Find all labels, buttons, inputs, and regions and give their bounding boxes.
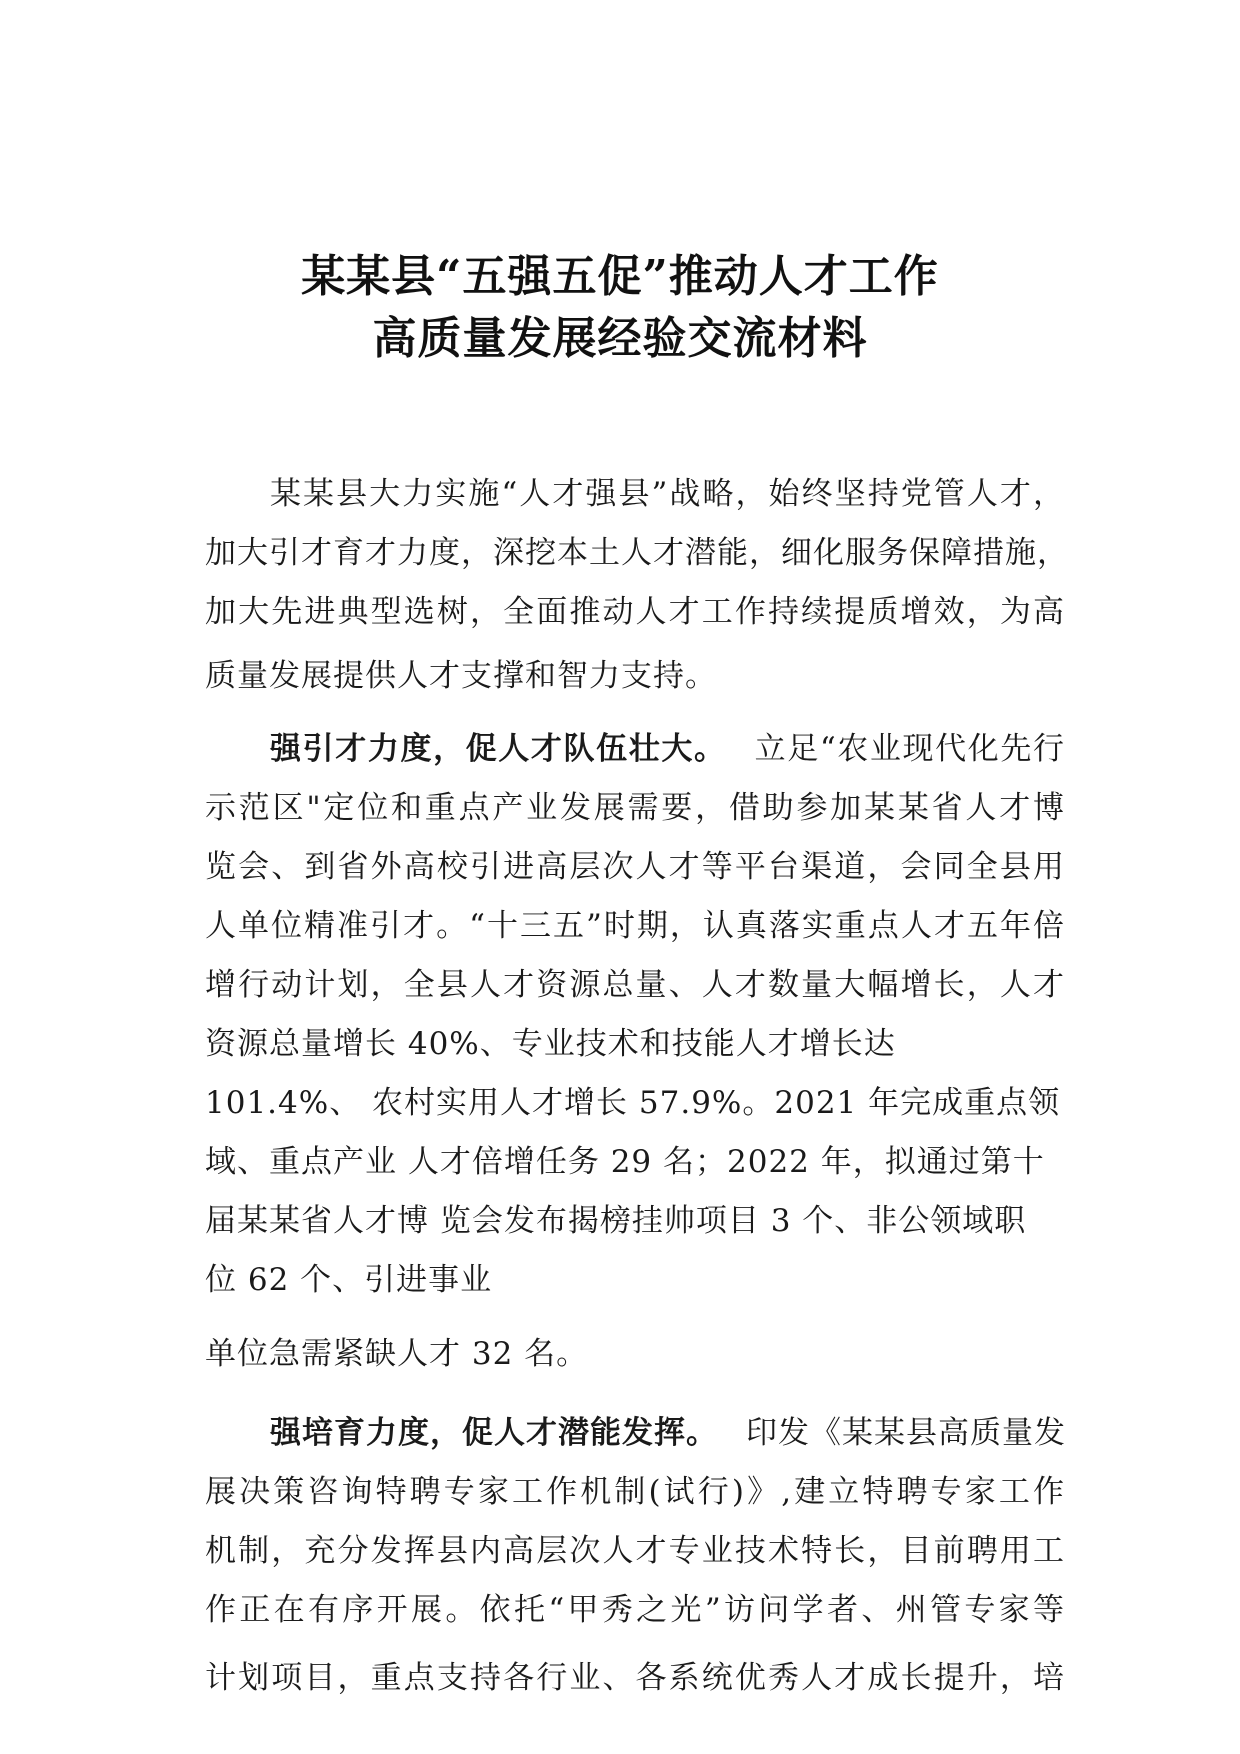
section1-line: 位 62 个、引进事业 <box>205 1262 493 1298</box>
section1-line: 101.4%、 农村实用人才增长 57.9%。2021 年完成重点领 <box>205 1085 1061 1121</box>
section2-line: 机制，充分发挥县内高层次人才专业技术特长，目前聘用工 <box>205 1533 1065 1569</box>
section1-line: 立足“农业现代化先行 <box>754 731 1065 767</box>
section2-line: 展决策咨询特聘专家工作机制(试行)》,建立特聘专家工作 <box>205 1474 1065 1510</box>
section2-line: 计划项目，重点支持各行业、各系统优秀人才成长提升，培 <box>205 1660 1065 1696</box>
section1-line: 览会、到省外高校引进高层次人才等平台渠道，会同全县用 <box>205 849 1065 885</box>
section2-first-line <box>270 1407 1065 1452</box>
section1-line: 域、重点产业 人才倍增任务 29 名；2022 年，拟通过第十 <box>205 1144 1045 1180</box>
section2-line: 印发《某某县高质量发 <box>746 1415 1066 1451</box>
section1-line: 届某某省人才博 览会发布揭榜挂帅项目 3 个、非公领域职 <box>205 1203 1027 1239</box>
section2-line: 作正在有序开展。依托“甲秀之光”访问学者、州管专家等 <box>205 1592 1065 1628</box>
section2-heading: 强培育力度，促人才潜能发挥。 <box>270 1415 718 1451</box>
intro-line: 质量发展提供人才支撑和智力支持。 <box>205 658 717 694</box>
section1-line: 示范区"定位和重点产业发展需要，借助参加某某省人才博 <box>205 790 1065 826</box>
section1-line: 增行动计划，全县人才资源总量、人才数量大幅增长，人才 <box>205 967 1065 1003</box>
intro-line: 某某县大力实施“人才强县”战略，始终坚持党管人才， <box>270 476 1065 512</box>
section1-line: 单位急需紧缺人才 32 名。 <box>205 1336 589 1372</box>
document-title-line-1: 某某县“五强五促”推动人才工作 <box>301 251 939 302</box>
section1-line: 资源总量增长 40%、专业技术和技能人才增长达 <box>205 1026 896 1062</box>
section1-heading: 强引才力度，促人才队伍壮大。 <box>270 731 727 767</box>
intro-line: 加大先进典型选树，全面推动人才工作持续提质增效，为高 <box>205 594 1065 630</box>
section1-first-line <box>270 723 1065 768</box>
document-title-line-2: 高质量发展经验交流材料 <box>372 313 868 364</box>
section1-line: 人单位精准引才。“十三五”时期，认真落实重点人才五年倍 <box>205 908 1065 944</box>
intro-line: 加大引才育才力度，深挖本土人才潜能，细化服务保障措施， <box>205 535 1069 571</box>
